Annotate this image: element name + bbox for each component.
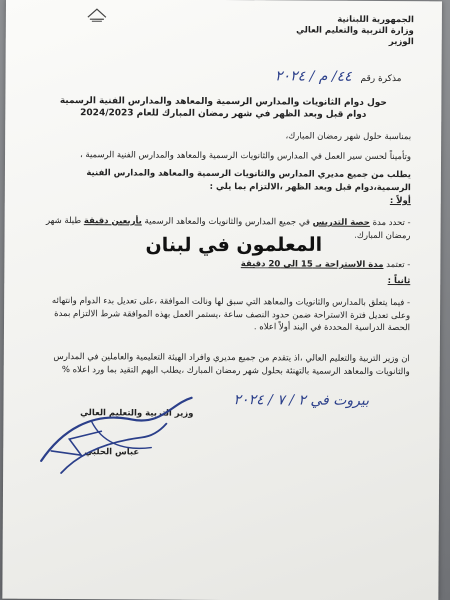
signature-name: عباس الحلبي	[84, 447, 140, 458]
item1-text-bold: حصة التدريس	[312, 217, 370, 228]
paragraph-occasion: بمناسبة حلول شهر رمضان المبارك،	[285, 131, 412, 143]
signature-title: وزير التربية والتعليم العالي	[80, 408, 194, 419]
stamp-overlay: المعلمون في لبنان	[145, 233, 323, 257]
memo-title	[45, 95, 401, 121]
date-handwritten: بيروت في ٢ / ٧ / ٢٠٢٤	[233, 392, 370, 409]
item1-text-b: في جميع المدارس والثانويات والمعاهد الرسمية	[141, 216, 313, 228]
paragraph-closing: ان وزير التربية والتعليم العالي ،اذ يتقدم من جميع مديري وافراد الهيئة التعليمية والعاملين في المدارس والثانويات والمعاهد الرسمية بالتهنئة بحلول شهر رمضان المبارك ،يطلب اليهم التقيد بما ورد اعلاه %	[53, 351, 410, 377]
memo-number	[275, 68, 402, 85]
letterhead	[214, 14, 414, 48]
paragraph-request: يطلب من جميع مديري المدارس والثانويات الرسمية والمعاهد والمدارس الفنية الرسمية،دوام قبل وبعد الظهر ،الالتزام بما يلي :	[86, 168, 411, 193]
item1-text-bold2: بأربعين دقيقة	[83, 216, 142, 227]
memo-title-line1: حول دوام الثانويات والمدارس الرسمية والمعاهد والمدارس الفنية الرسمية	[59, 95, 387, 108]
item1-text-c: طيلة شهر رمضان المبارك.	[45, 215, 411, 241]
memo-title-line2: دوام قبل وبعد الظهر في شهر رمضان المبارك للعام 2024/2023	[80, 108, 367, 120]
item-existing-approvals: - فيما يتعلق بالمدارس والثانويات والمعاهد التي سبق لها ونالت الموافقة ،على تعديل بدء الدوام وانتهائه وعلى تعديل فترة الاستراحة ضمن حدود النصف ساعة ،يستمر العمل بهذه الموافقة شرط الالتزام بمدة الحصة الدراسية المحددة في البند أولاً اعلاه .	[51, 295, 411, 334]
paragraph-ensure: وتأميناً لحسن سير العمل في المدارس والثانويات الرسمية والمعاهد والمدارس الفنية الرسمية ،	[79, 150, 412, 163]
handwritten-signature-icon	[21, 391, 202, 482]
item-break-duration	[34, 257, 410, 272]
section-second-label: ثانياً :	[387, 276, 411, 287]
letterhead-minister: الوزير	[388, 37, 414, 48]
item1-text-a: - تحدد مدة	[369, 217, 411, 229]
memo-number-handwritten: ٤٤/ م / ٢٠٢٤	[275, 68, 352, 85]
memo-number-label: مذكرة رقم	[360, 73, 402, 85]
letterhead-ministry: وزارة التربية والتعليم العالي	[296, 25, 414, 37]
ministry-logo-icon	[86, 5, 108, 23]
letterhead-country: الجمهورية اللبنانية	[337, 14, 414, 26]
memo-sheet	[2, 0, 442, 600]
item2-text-a: - تعتمد	[383, 259, 411, 271]
item2-text-bold: مدة الاستراحة بـ 15 الى 20 دقيقة	[240, 259, 384, 270]
section-first-label: أولاً :	[389, 196, 411, 207]
